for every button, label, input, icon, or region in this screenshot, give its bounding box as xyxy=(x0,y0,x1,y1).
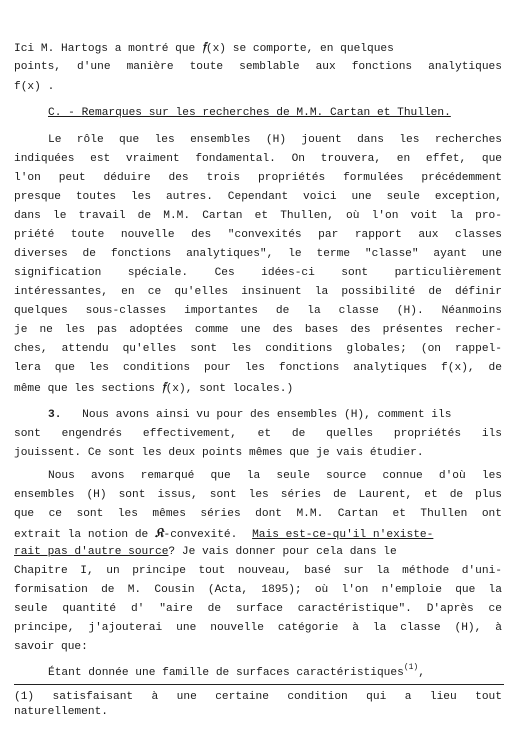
source-line-6: Chapitre I, un principe tout nouveau, basé sur la méthode d'uni- xyxy=(14,565,502,577)
section-3-line-2: sont engendrés effectivement, et de quelles propriétés ils xyxy=(14,428,502,440)
paragraph-c-line: priété toute nouvelle des "convexités par rapport aux classes xyxy=(14,229,502,241)
footnote-line-2: naturellement. xyxy=(14,706,108,718)
source-line-5 xyxy=(14,545,502,560)
source-question-part-1: Mais est-ce-qu'il n'existe- xyxy=(252,529,434,541)
section-c-heading xyxy=(48,106,502,121)
paragraph-c-line: lera que les conditions pour les fonctions analytiques f(x), de xyxy=(14,362,502,374)
paragraph-c-last-a: même que les sections xyxy=(14,383,155,395)
last-paragraph-line xyxy=(48,663,502,681)
intro-line-3: f(x) . xyxy=(14,81,55,93)
last-paragraph-tail: , xyxy=(418,667,425,679)
paragraph-c-line: signification spéciale. Ces idées-ci sont particulièrement xyxy=(14,267,502,279)
intro-line-1 xyxy=(14,40,502,57)
section-c-prefix: C. - xyxy=(48,107,82,119)
source-line-4-a: extrait la notion de xyxy=(14,529,149,541)
section-3-text: Nous avons ainsi vu pour des ensembles (H), comment ils xyxy=(82,409,452,421)
source-line-10: savoir que: xyxy=(14,641,88,653)
paragraph-c-line: presque toutes les autres. Cependant voici une seule exception, xyxy=(14,191,502,203)
paragraph-c-line: diverses de fonctions analytiques", le terme "classe" ayant une xyxy=(14,248,502,260)
paragraph-c-line: je ne les pas adoptées comme une des bases des présentes recher- xyxy=(14,324,502,336)
paragraph-c-last-line xyxy=(14,380,502,397)
source-line-1: Nous avons remarqué que la seule source connue d'où les xyxy=(48,470,502,482)
source-line-4 xyxy=(14,526,502,543)
source-line-2: ensembles (H) sont issus, sont les séries de Laurent, et de plus xyxy=(14,489,502,501)
footnote-marker: (1) xyxy=(403,663,419,672)
section-3-number: 3. xyxy=(48,409,62,421)
paragraph-c-line: Le rôle que les ensembles (H) jouent dans les recherches xyxy=(48,134,502,146)
source-line-5-b: ? Je vais donner pour cela dans le xyxy=(168,546,397,558)
paragraph-c-last-b: (x), sont locales.) xyxy=(165,383,294,395)
fraktur-k-symbol: 𝔎 xyxy=(155,526,164,541)
intro-line-2: points, d'une manière toute semblable aux fonctions analytiques xyxy=(14,61,502,73)
source-line-8: seule quantité d' "aire de surface caractéristique". D'après ce xyxy=(14,603,502,615)
source-line-3: que ce sont les mêmes séries dont M.M. Cartan et Thullen ont xyxy=(14,508,502,520)
source-line-7: formisation de M. Cousin (Acta, 1895); où l'on n'emploie que la xyxy=(14,584,502,596)
paragraph-c-line: intéressantes, en ce qu'elles insinuent la possibilité de définir xyxy=(14,286,502,298)
paragraph-c-line: indiquées est vraiment fondamental. On trouvera, en effet, que xyxy=(14,153,502,165)
source-line-4-b: -convexité. xyxy=(163,529,238,541)
footnote-divider xyxy=(14,684,504,685)
fraktur-f-symbol: 𝔣 xyxy=(161,380,166,395)
source-question-part-2: rait pas d'autre source xyxy=(14,546,169,558)
source-line-9: principe, j'ajouterai une nouvelle catégorie à la classe (H), à xyxy=(14,622,502,634)
footnote-line-1: (1) satisfaisant à une certaine condition qui a lieu tout xyxy=(14,691,502,703)
intro-text-a: Ici M. Hartogs a montré que xyxy=(14,43,196,55)
paragraph-c-line: quelques sous-classes importantes de la classe (H). Néanmoins xyxy=(14,305,502,317)
paragraph-c-line: l'on peut déduire des trois propriétés formulées précédemment xyxy=(14,172,502,184)
intro-text-b: (x) se comporte, en quelques xyxy=(205,43,394,55)
section-3-line-1 xyxy=(48,408,502,423)
paragraph-c-line: dans le travail de M.M. Cartan et Thullen, où l'on voit la pro- xyxy=(14,210,502,222)
paragraph-c-line: ches, attendu qu'elles sont les conditions globales; (on rappel- xyxy=(14,343,502,355)
section-3-line-3: jouissent. Ce sont les deux points mêmes que je vais étudier. xyxy=(14,447,424,459)
fraktur-f-symbol: 𝔣 xyxy=(202,40,206,55)
section-c-title: Remarques sur les recherches de M.M. Cartan et Thullen. xyxy=(81,107,451,119)
last-paragraph-text: Étant donnée une famille de surfaces caractéristiques xyxy=(48,667,404,679)
